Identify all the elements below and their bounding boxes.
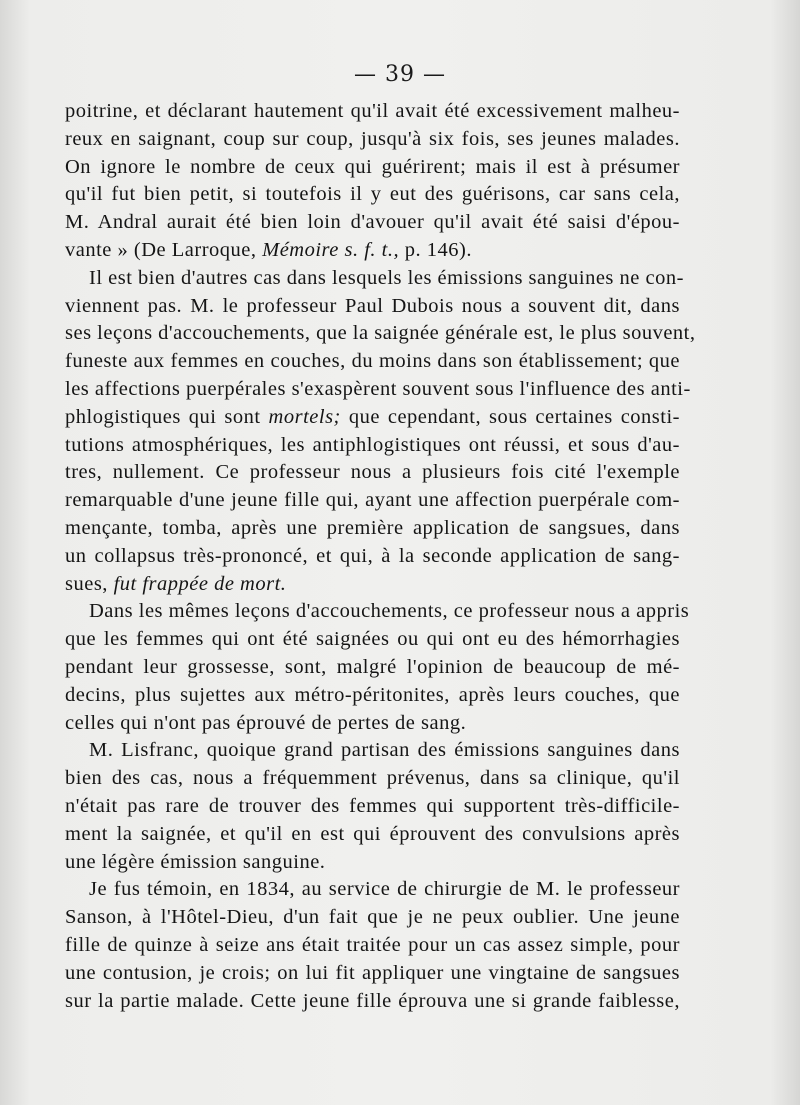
emphasis-italic: fut frappée de mort. — [113, 572, 287, 595]
text-run: phlogistiques qui sont — [65, 405, 269, 428]
text-line: Je fus témoin, en 1834, au service de chirurgie de M. le professeur — [89, 878, 680, 901]
body-text — [65, 98, 696, 1015]
emphasis-italic: mortels; — [268, 405, 341, 428]
text-line: M. Lisfranc, quoique grand partisan des émissions sanguines dans — [89, 739, 680, 762]
text-line: n'était pas rare de trouver des femmes qui supportent très-difficile- — [65, 794, 680, 817]
text-line: sur la partie malade. Cette jeune fille éprouva une si grande faiblesse, — [65, 989, 680, 1012]
text-line: qu'il fut bien petit, si toutefois il y eut des guérisons, car sans cela, — [65, 183, 680, 206]
citation-italic: Mémoire s. f. t., — [262, 238, 400, 261]
text-line: une légère émission sanguine. — [65, 850, 326, 873]
text-line: que les femmes qui ont été saignées ou qui ont eu des hémorrhagies — [65, 628, 680, 651]
text-line: Dans les mêmes leçons d'accouchements, ce professeur nous a appris — [89, 600, 690, 623]
page-number: — 39 — — [354, 62, 446, 87]
text-line — [65, 237, 680, 265]
text-line: poitrine, et déclarant hautement qu'il avait été excessivement malheu- — [65, 100, 680, 122]
text-line: ment la saignée, et qu'il en est qui éprouvent des convulsions après — [65, 822, 680, 845]
text-line: bien des cas, nous a fréquemment prévenus, dans sa clinique, qu'il — [65, 767, 680, 790]
text-run: que cependant, sous certaines consti- — [340, 405, 680, 428]
text-line: decins, plus sujettes aux métro-péritonites, après leurs couches, que — [65, 683, 680, 706]
text-line: celles qui n'ont pas éprouvé de pertes de sang. — [65, 711, 467, 734]
paragraph — [65, 98, 680, 265]
text-line: Il est bien d'autres cas dans lesquels les émissions sanguines ne con- — [89, 266, 684, 289]
text-line: On ignore le nombre de ceux qui guérirent; mais il est à présumer — [65, 155, 680, 178]
text-line: un collapsus très-prononcé, et qui, à la seconde application de sang- — [65, 544, 680, 567]
text-line: une contusion, je crois; on lui fit appliquer une vingtaine de sangsues — [65, 961, 680, 984]
text-line: ses leçons d'accouchements, que la saignée générale est, le plus souvent, — [65, 322, 696, 345]
text-line: M. Andral aurait été bien loin d'avouer qu'il avait été saisi d'épou- — [65, 211, 680, 234]
text-line — [65, 404, 680, 432]
text-run: sues, — [65, 572, 114, 595]
text-run: vante » (De Larroque, — [65, 238, 263, 261]
text-line: Sanson, à l'Hôtel-Dieu, d'un fait que je ne peux oublier. Une jeune — [65, 906, 680, 929]
paragraph — [65, 598, 690, 737]
text-line: funeste aux femmes en couches, du moins dans son établissement; que — [65, 350, 680, 373]
text-line: reux en saignant, coup sur coup, jusqu'à six fois, ses jeunes malades. — [65, 127, 680, 150]
text-line: viennent pas. M. le professeur Paul Dubois nous a souvent dit, dans — [65, 294, 680, 317]
paragraph — [65, 737, 680, 876]
paragraph — [65, 265, 696, 599]
text-line: remarquable d'une jeune fille qui, ayant une affection puerpérale com- — [65, 489, 680, 512]
text-line — [65, 571, 680, 599]
paragraph — [65, 876, 680, 1015]
text-line: tutions atmosphériques, les antiphlogistiques ont réussi, et sous d'au- — [65, 433, 680, 456]
text-run: p. 146). — [399, 238, 472, 261]
text-line: pendant leur grossesse, sont, malgré l'opinion de beaucoup de mé- — [65, 655, 680, 678]
text-line: les affections puerpérales s'exaspèrent souvent sous l'influence des anti- — [65, 377, 691, 400]
text-line: tres, nullement. Ce professeur nous a plusieurs fois cité l'exemple — [65, 461, 680, 484]
text-line: fille de quinze à seize ans était traitée pour un cas assez simple, pour — [65, 933, 680, 956]
text-line: mençante, tomba, après une première application de sangsues, dans — [65, 516, 680, 539]
